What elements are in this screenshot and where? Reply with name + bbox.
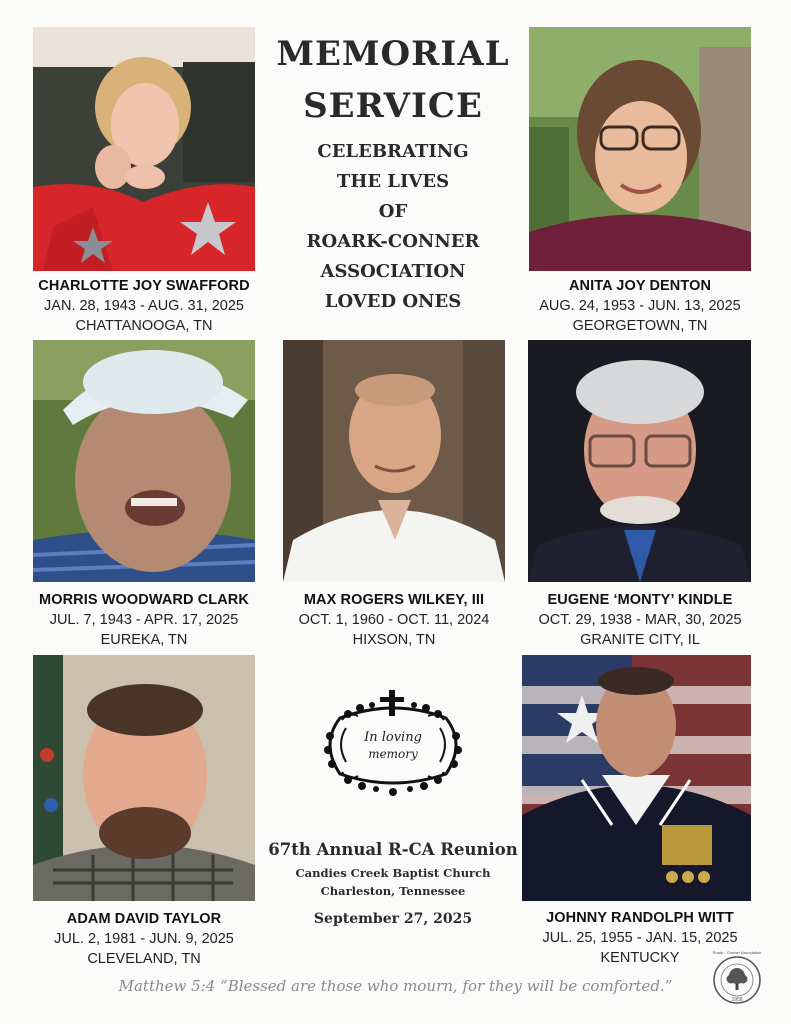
photo-johnny-randolph-witt — [522, 655, 751, 901]
seal-year: 1958 — [731, 997, 743, 1003]
person-place: CHATTANOOGA, TN — [75, 318, 213, 334]
person-place: CLEVELAND, TN — [87, 951, 201, 967]
photo-max-rogers-wilkey — [283, 340, 505, 582]
person-name: EUGENE ‘MONTY’ KINDLE — [547, 592, 733, 608]
subtitle-line: LOVED ONES — [324, 291, 462, 312]
person-name: ANITA JOY DENTON — [568, 278, 712, 294]
person-dates: OCT. 1, 1960 - OCT. 11, 2024 — [298, 612, 490, 628]
person-dates: JUL. 7, 1943 - APR. 17, 2025 — [49, 612, 239, 628]
reunion-title: 67th Annual R-CA Reunion — [268, 840, 518, 859]
emblem-text — [318, 730, 468, 762]
person-place: KENTUCKY — [600, 950, 680, 966]
photo-eugene-monty-kindle — [528, 340, 751, 582]
caption-charlotte — [18, 276, 270, 336]
person-name: MORRIS WOODWARD CLARK — [39, 592, 249, 608]
title-line-2: SERVICE — [303, 86, 483, 126]
reunion-date: September 27, 2025 — [313, 911, 473, 927]
subtitle-line: THE LIVES — [336, 171, 450, 192]
emblem-line-1: In loving — [364, 730, 422, 745]
caption-max — [266, 590, 522, 650]
reunion-city: Charleston, Tennessee — [320, 884, 466, 898]
person-place: GRANITE CITY, IL — [580, 632, 700, 648]
cross-icon — [380, 690, 404, 716]
person-name: JOHNNY RANDOLPH WITT — [546, 910, 734, 926]
caption-eugene — [505, 590, 775, 650]
person-name: CHARLOTTE JOY SWAFFORD — [38, 278, 250, 294]
photo-adam-david-taylor — [33, 655, 255, 901]
person-place: HIXSON, TN — [352, 632, 436, 648]
person-dates: OCT. 29, 1938 - MAR, 30, 2025 — [538, 612, 742, 628]
subtitle-line: CELEBRATING — [317, 141, 469, 162]
photo-charlotte-joy-swafford — [33, 27, 255, 271]
reunion-church: Candies Creek Baptist Church — [295, 866, 491, 880]
subtitle-line: OF — [378, 201, 408, 222]
emblem-line-2: memory — [368, 747, 418, 761]
scripture-verse: Matthew 5:4 “Blessed are those who mourn, for they will be comforted.” — [118, 977, 673, 995]
person-place: GEORGETOWN, TN — [572, 318, 708, 334]
person-name: MAX ROGERS WILKEY, III — [303, 592, 485, 608]
photo-anita-joy-denton — [529, 27, 751, 271]
person-name: ADAM DAVID TAYLOR — [66, 911, 222, 927]
person-dates: JAN. 28, 1943 - AUG. 31, 2025 — [44, 298, 244, 314]
in-loving-memory-emblem — [318, 688, 468, 800]
person-dates: JUL. 2, 1981 - JUN. 9, 2025 — [54, 931, 234, 947]
subtitle-line: ROARK-CONNER — [306, 231, 480, 252]
person-dates: AUG. 24, 1953 - JUN. 13, 2025 — [539, 298, 741, 314]
caption-adam — [18, 909, 270, 969]
caption-morris — [18, 590, 270, 650]
person-dates: JUL. 25, 1955 - JAN. 15, 2025 — [542, 930, 738, 946]
caption-anita — [505, 276, 775, 336]
person-place: EUREKA, TN — [100, 632, 188, 648]
subtitle-line: ASSOCIATION — [320, 261, 466, 282]
association-seal — [712, 949, 762, 1011]
photo-morris-woodward-clark — [33, 340, 255, 582]
title-line-1: MEMORIAL — [276, 34, 510, 74]
seal-ring-text: Roark - Conner Association — [712, 950, 762, 955]
